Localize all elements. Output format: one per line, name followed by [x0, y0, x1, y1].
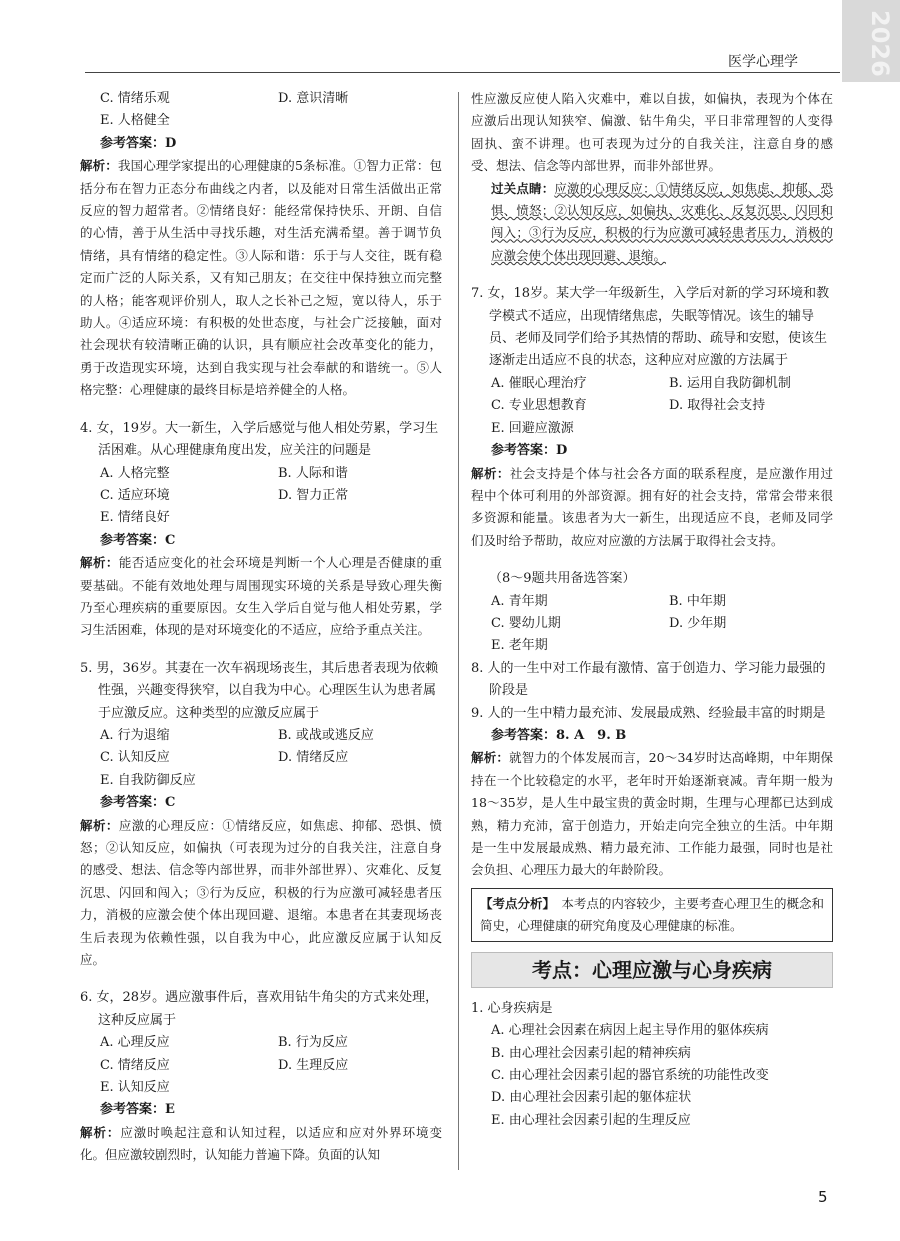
option: E. 人格健全: [100, 113, 170, 129]
option: D. 情绪反应: [278, 750, 349, 766]
option: D. 少年期: [669, 615, 727, 631]
answer: 参考答案：E: [100, 1102, 175, 1118]
running-header-title: 医学心理学: [728, 54, 798, 70]
option: B. 行为反应: [278, 1035, 348, 1051]
question-stem: 4. 女，19岁。大一新生，入学后感觉与他人相处劳累，学习生活困难。从心理健康角度出发，应关注的问题是: [80, 420, 439, 459]
explanation: [80, 815, 442, 972]
left-column: [80, 88, 442, 1167]
explanation: [80, 1122, 442, 1167]
shared-options-note: （8～9题共用备选答案）: [489, 571, 636, 587]
answer: 参考答案：C: [100, 532, 176, 548]
section-heading: 考点：心理应激与心身疾病: [471, 952, 833, 988]
answer: 参考答案：D: [100, 135, 177, 151]
option: C. 专业思想教育: [491, 398, 587, 414]
option: B. 或战或逃反应: [278, 727, 374, 743]
column-divider: [458, 92, 459, 1170]
option: B. 运用自我防御机制: [669, 375, 791, 391]
option: C. 婴幼儿期: [491, 615, 561, 631]
explanation: [471, 747, 833, 881]
q8-9-options: [471, 591, 833, 658]
key-tip: [471, 178, 833, 268]
explanation-label: 解析：: [80, 817, 119, 833]
option: A. 青年期: [491, 593, 548, 609]
question-stem: 5. 男，36岁。其妻在一次车祸现场丧生，其后患者表现为依赖性强，兴趣变得狭窄，以自我为中心。心理医生认为患者属于应激反应。这种类型的应激反应属于: [80, 660, 439, 721]
analysis-text: 本考点的内容较少，主要考查心理卫生的概念和简史，心理健康的研究角度及心理健康的标准。: [480, 895, 824, 933]
right-column: [471, 88, 833, 1132]
option: C. 情绪反应: [100, 1057, 170, 1073]
option: E. 情绪良好: [100, 510, 170, 526]
key-tip-label: 过关点睛：: [491, 180, 555, 196]
q5-options: [80, 725, 442, 792]
explanation-text: 我国心理学家提出的心理健康的5条标准。①智力正常：包括分布在智力正态分布曲线之内者，以及能对日常生活做出正常反应的智力超常者。②情绪良好：能经常保持快乐、开朗、自信的心情，善于从生活中寻找乐趣，对生活充满希望。善于调节负情绪，具有情绪的稳定性。③人际和谐：乐于与人交往，既有稳定而广泛的人际关系，又有知己朋友；在交往中保持独立而完整的人格；能客观评价别人，取人之长补己之短，宽以待人，乐于助人。④适应环境：有积极的处世态度，与社会广泛接触，面对社会现状有较清晰正确的认识，具有顺应社会改革变化的能力，勇于改造现实环境，达到自我实现与社会奉献的和谐统一。⑤人格完整：心理健康的最终目标是培养健全的人格。: [80, 158, 442, 398]
option: C. 适应环境: [100, 487, 170, 503]
explanation-continued: 性应激反应使人陷入灾难中，难以自拔，如偏执，表现为个体在应激后出现认知狭窄、偏激、钻牛角尖，平日非常理智的人变得固执、蛮不讲理。也可表现为过分的自我关注，注意自身的感受、想法、信念等内部世界，而非外部世界。: [471, 91, 833, 174]
answer: 参考答案：8. A 9. B: [491, 727, 627, 743]
key-tip-text: 应激的心理反应：①情绪反应，如焦虑、抑郁、恐惧、愤怒；②认知反应，如偏执、灾难化、反复沉思、闪回和闯入；③行为反应，积极的行为应激可减轻患者压力，消极的应激会使个体出现回避、退缩。: [491, 180, 833, 263]
explanation-text: 社会支持是个体与社会各方面的联系程度，是应激作用过程中个体可利用的外部资源。拥有好的社会支持，常常会带来很多资源和能量。该患者为大一新生，出现适应不良，老师及同学们及时给予帮助，故应对应激的方法属于取得社会支持。: [471, 465, 833, 548]
explanation: [80, 552, 442, 642]
option: A. 催眠心理治疗: [491, 375, 587, 391]
option: D. 取得社会支持: [669, 398, 766, 414]
option: B. 人际和谐: [278, 465, 348, 481]
question-stem: 7. 女，18岁。某大学一年级新生，入学后对新的学习环境和教学模式不适应，出现情绪焦虑，失眠等情况。该生的辅导员、老师及同学们给予其热情的帮助、疏导和安慰，使该生逐渐走出适应不良的状态，这种应对应激的方法属于: [471, 286, 830, 369]
explanation-label: 解析：: [80, 1124, 121, 1140]
explanation-text: 应激的心理反应：①情绪反应，如焦虑、抑郁、恐惧、愤怒；②认知反应，如偏执（可表现为过分的自我关注，注意自身的感受、想法、信念等内部世界，而非外部世界）、灾难化、反复沉思、闪回和闯入；③行为反应，积极的行为应激可减轻患者压力，消极的应激会使个体出现回避、退缩。本患者在其妻现场丧生后表现为依赖性强，以自我为中心，此应激反应属于认知反应。: [80, 817, 442, 968]
explanation-text: 就智力的个体发展而言，20～34岁时达高峰期，中年期保持在一个比较稳定的水平，老年时开始逐渐衰减。青年期一般为18～35岁，是人生中最宝贵的黄金时期，生理与心理都已达到成熟，精力充沛，富于创造力，开始走向完全独立的生活。中年期是一生中发展最成熟、精力最充沛、工作能力最强，同时也是社会负担、心理压力最大的年龄阶段。: [471, 750, 833, 878]
q3-options: [80, 88, 442, 133]
option: D. 由心理社会因素引起的躯体症状: [491, 1090, 692, 1106]
option: E. 由心理社会因素引起的生理反应: [491, 1112, 691, 1128]
header-rule: [85, 72, 840, 73]
question-stem: 8. 人的一生中对工作最有激情、富于创造力、学习能力最强的阶段是: [471, 660, 826, 699]
q4-options: [80, 463, 442, 530]
analysis-box: [471, 888, 833, 942]
option: A. 心理社会因素在病因上起主导作用的躯体疾病: [491, 1023, 769, 1039]
answer: 参考答案：D: [491, 443, 568, 459]
option: D. 智力正常: [278, 487, 349, 503]
option: B. 中年期: [669, 593, 726, 609]
option: E. 认知反应: [100, 1080, 170, 1096]
option: E. 自我防御反应: [100, 772, 196, 788]
explanation: [471, 463, 833, 553]
option: E. 回避应激源: [491, 420, 574, 436]
option: D. 生理反应: [278, 1057, 349, 1073]
option: E. 老年期: [491, 638, 548, 654]
option: A. 心理反应: [100, 1035, 170, 1051]
option: C. 认知反应: [100, 750, 170, 766]
analysis-label: 【考点分析】: [480, 895, 549, 911]
explanation-label: 解析：: [471, 465, 510, 481]
option: A. 行为退缩: [100, 727, 170, 743]
option: A. 人格完整: [100, 465, 170, 481]
question-stem: 6. 女，28岁。遇应激事件后，喜欢用钻牛角尖的方式来处理，这种反应属于: [80, 990, 439, 1028]
explanation-text: 能否适应变化的社会环境是判断一个人心理是否健康的重要基础。不能有效地处理与周围现实环境的关系是导致心理失衡乃至心理疾病的重要原因。女生入学后自觉与他人相处劳累，学习生活困难，体现的是对环境变化的不适应，应给予重点关注。: [80, 555, 442, 638]
question-stem: 1. 心身疾病是: [471, 1000, 553, 1016]
q1-options: [471, 1020, 833, 1132]
year-label: 2026: [866, 10, 894, 77]
option: C. 由心理社会因素引起的器官系统的功能性改变: [491, 1068, 769, 1084]
explanation: [80, 155, 442, 401]
page-number: 5: [818, 1188, 828, 1206]
answer: 参考答案：C: [100, 795, 176, 811]
explanation-label: 解析：: [471, 750, 510, 766]
corner-tab: [842, 0, 900, 82]
question-stem: 9. 人的一生中精力最充沛、发展最成熟、经验最丰富的时期是: [471, 705, 826, 721]
option: D. 意识清晰: [278, 91, 349, 106]
q7-options: [471, 373, 833, 440]
option: B. 由心理社会因素引起的精神疾病: [491, 1045, 691, 1061]
explanation-text: 应激时唤起注意和认知过程，以适应和应对外界环境变化。但应激较剧烈时，认知能力普遍下降。负面的认知: [80, 1124, 442, 1163]
explanation-label: 解析：: [80, 158, 118, 174]
q6-options: [80, 1032, 442, 1099]
explanation-label: 解析：: [80, 555, 119, 571]
option: C. 情绪乐观: [100, 91, 170, 106]
